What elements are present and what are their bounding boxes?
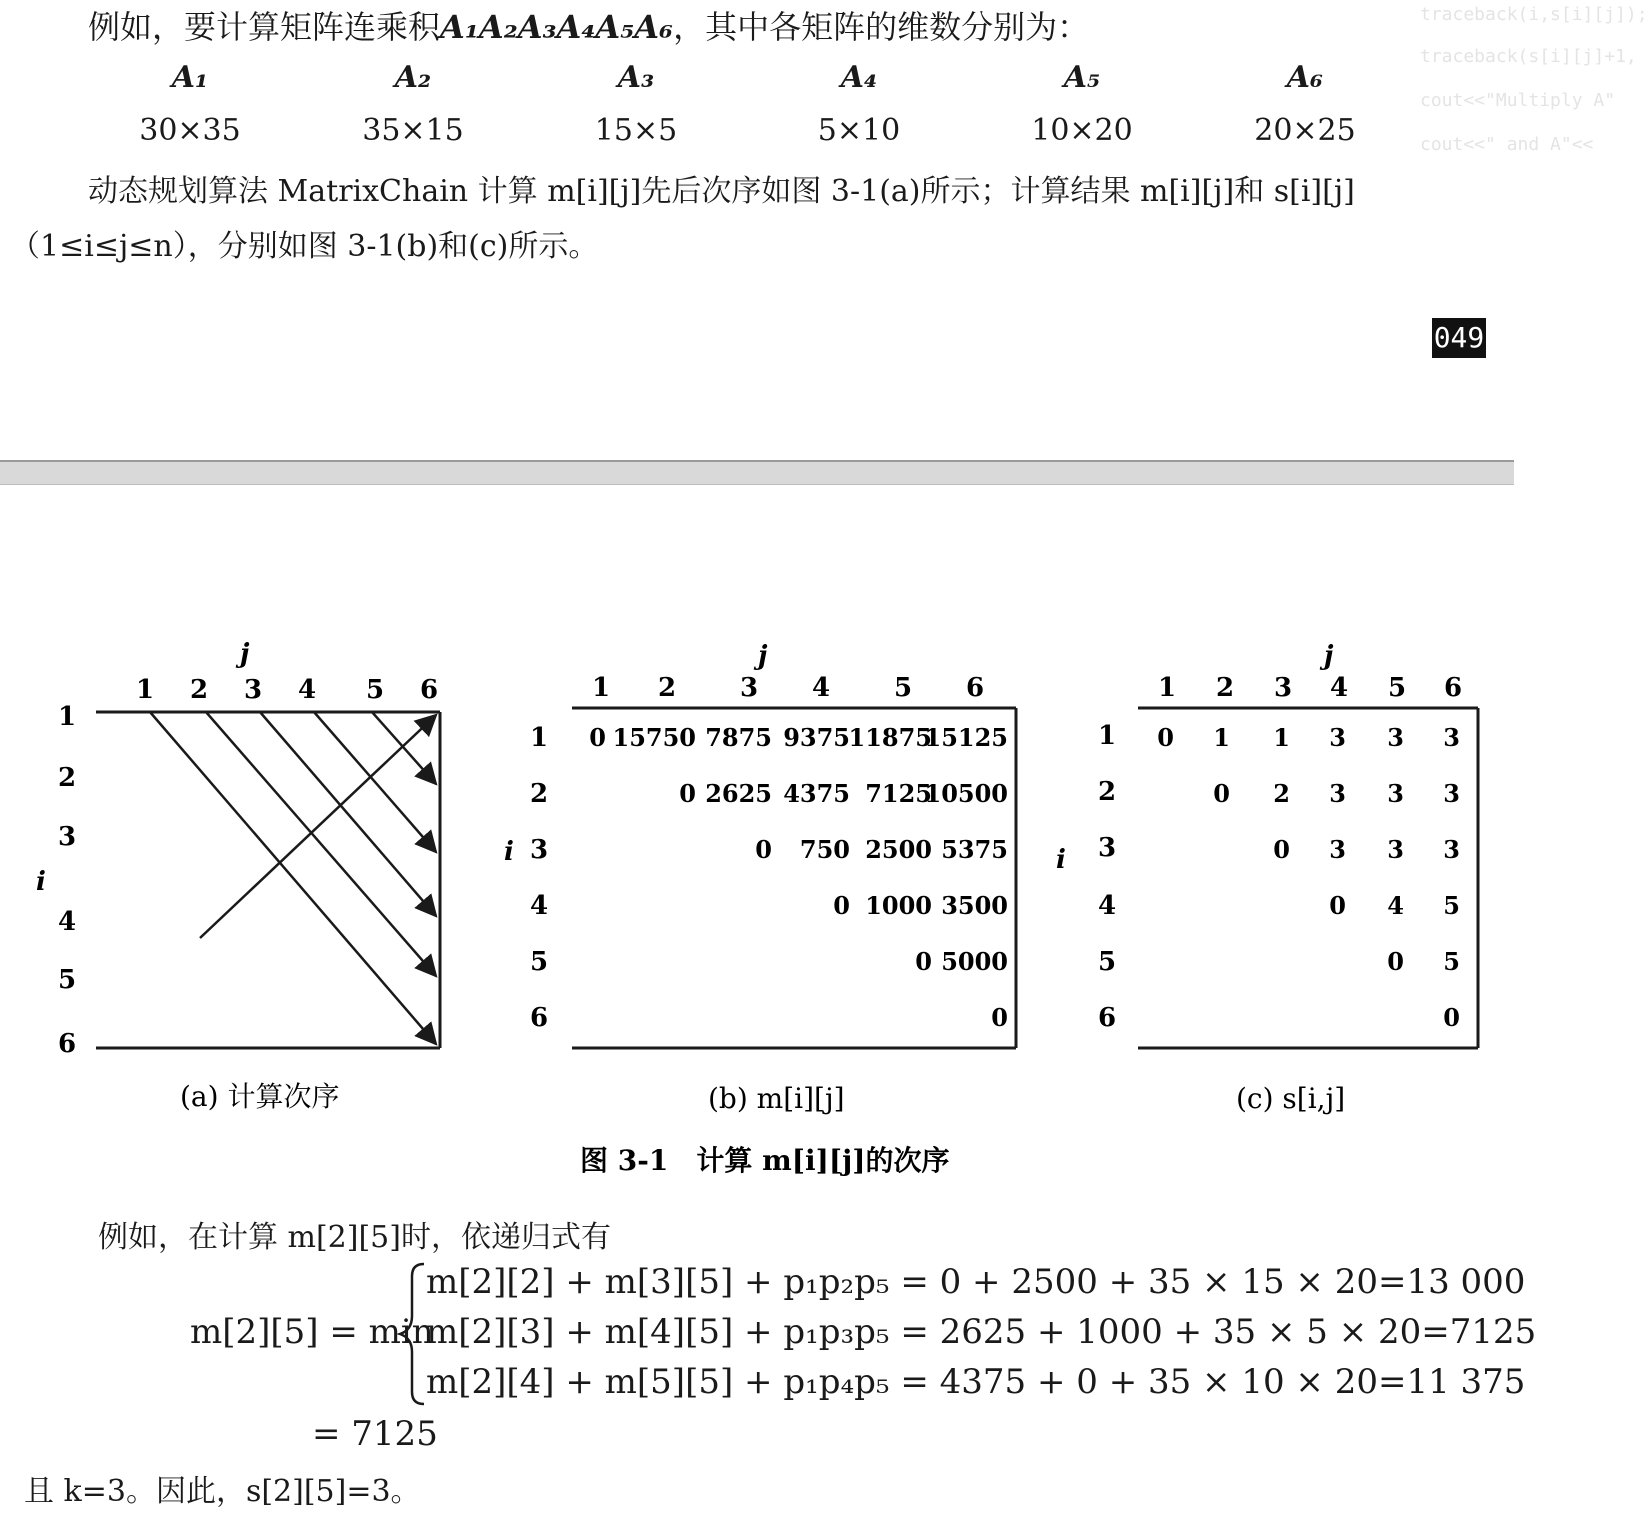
col-index: 4 <box>1330 673 1349 703</box>
matrix-product: A₁A₂A₃A₄A₅A₆ <box>440 8 674 46</box>
col-index: 2 <box>658 673 677 703</box>
order-arrow <box>206 712 436 976</box>
col-index: 3 <box>1274 673 1293 703</box>
col-index: 5 <box>894 673 913 703</box>
i-axis-label: i <box>504 837 514 867</box>
order-arrow <box>260 712 436 916</box>
matrix-name: A₅ <box>1063 60 1101 95</box>
s-table-cell: 1 <box>1273 723 1290 752</box>
s-table-cell: 3 <box>1443 835 1460 864</box>
matrix-name: A₆ <box>1286 60 1324 95</box>
m-table-cell: 0 <box>589 723 606 752</box>
row-index: 5 <box>530 947 549 977</box>
row-index: 4 <box>58 907 77 937</box>
m-table-cell: 0 <box>679 779 696 808</box>
row-index: 4 <box>1098 891 1117 921</box>
m-table-cell: 15125 <box>924 723 1008 752</box>
figure-caption: 图 3-1 计算 m[i][j]的次序 <box>580 1144 950 1177</box>
row-index: 3 <box>1098 833 1117 863</box>
intro-line: 例如，要计算矩阵连乘积A₁A₂A₃A₄A₅A₆，其中各矩阵的维数分别为： <box>88 8 1090 46</box>
row-index: 2 <box>58 763 77 793</box>
s-table-cell: 4 <box>1387 891 1404 920</box>
col-index: 3 <box>244 675 263 705</box>
s-table-cell: 3 <box>1387 779 1404 808</box>
conclusion-line: 且 k=3。因此，s[2][5]=3。 <box>24 1474 421 1509</box>
m-table-cell: 0 <box>833 891 850 920</box>
row-index: 5 <box>58 965 77 995</box>
caption-b: (b) m[i][j] <box>708 1082 845 1115</box>
s-table-cell: 0 <box>1213 779 1230 808</box>
col-index: 4 <box>812 673 831 703</box>
i-axis-label: i <box>36 867 46 897</box>
col-index: 1 <box>592 673 611 703</box>
s-table-cell: 3 <box>1443 723 1460 752</box>
m-table-cell: 750 <box>799 835 850 864</box>
m-table-cell: 2625 <box>705 779 772 808</box>
col-index: 1 <box>136 675 155 705</box>
row-index: 1 <box>58 702 77 732</box>
paragraph-line-2: （1≤i≤j≤n），分别如图 3-1(b)和(c)所示。 <box>10 229 599 264</box>
row-index: 2 <box>1098 777 1117 807</box>
recurrence-result: = 7125 <box>312 1414 438 1454</box>
m-table-cell: 0 <box>755 835 772 864</box>
matrix-dim: 30×35 <box>139 113 241 148</box>
row-index: 3 <box>58 822 77 852</box>
caption-c: (c) s[i,j] <box>1236 1082 1346 1115</box>
s-table-cell: 3 <box>1329 779 1346 808</box>
s-table-cell: 2 <box>1273 779 1290 808</box>
row-index: 2 <box>530 779 549 809</box>
row-index: 6 <box>58 1029 77 1059</box>
m-table-cell: 2500 <box>865 835 932 864</box>
col-index: 4 <box>298 675 317 705</box>
col-index: 6 <box>966 673 985 703</box>
m-table-cell: 7125 <box>865 779 932 808</box>
m-table-cell: 10500 <box>924 779 1008 808</box>
s-table-cell: 3 <box>1387 723 1404 752</box>
matrix-dim: 35×15 <box>362 113 464 148</box>
matrix-dim: 5×10 <box>817 113 901 148</box>
s-table-cell: 0 <box>1387 947 1404 976</box>
s-table-cells <box>1157 723 1460 1032</box>
row-index: 4 <box>530 891 549 921</box>
m-table-cell: 11875 <box>848 723 932 752</box>
m-table <box>504 641 1016 1115</box>
j-axis-label: j <box>1324 641 1334 671</box>
col-index: 2 <box>1216 673 1235 703</box>
m-table-cell: 7875 <box>705 723 772 752</box>
col-index: 6 <box>420 675 439 705</box>
m-table-cell: 15750 <box>612 723 696 752</box>
matrix-dim: 20×25 <box>1254 113 1356 148</box>
col-index: 5 <box>366 675 385 705</box>
col-index: 6 <box>1444 673 1463 703</box>
m-table-cell: 4375 <box>783 779 850 808</box>
matrix-name: A₃ <box>617 60 655 95</box>
col-index: 2 <box>190 675 209 705</box>
example-line: 例如，在计算 m[2][5]时，依递归式有 <box>98 1220 611 1255</box>
m-table-cell: 1000 <box>865 891 932 920</box>
s-table-cell: 3 <box>1329 723 1346 752</box>
m-table-cell: 5375 <box>941 835 1008 864</box>
recurrence-lhs: m[2][5] = min <box>190 1312 434 1352</box>
row-index: 5 <box>1098 947 1117 977</box>
row-index: 1 <box>530 723 549 753</box>
s-table-cell: 5 <box>1443 947 1460 976</box>
m-table-cell: 0 <box>915 947 932 976</box>
recurrence-case: m[2][4] + m[5][5] + p₁p₄p₅ = 4375 + 0 + 35 × 10 × 20=11 375 <box>426 1362 1526 1402</box>
row-index: 1 <box>1098 721 1117 751</box>
m-table-cells <box>589 723 1008 1032</box>
s-table-cell: 0 <box>1273 835 1290 864</box>
j-axis-label: j <box>758 641 768 671</box>
col-index: 5 <box>1388 673 1407 703</box>
s-table-cell: 3 <box>1443 779 1460 808</box>
s-table-cell: 3 <box>1329 835 1346 864</box>
caption-a: (a) 计算次序 <box>180 1080 340 1113</box>
recurrence-case: m[2][3] + m[4][5] + p₁p₃p₅ = 2625 + 1000 + 35 × 5 × 20=7125 <box>426 1312 1537 1352</box>
m-table-cell: 0 <box>991 1003 1008 1032</box>
order-diagram <box>36 639 440 1113</box>
row-index: 3 <box>530 835 549 865</box>
row-index: 6 <box>1098 1003 1117 1033</box>
s-table-cell: 3 <box>1387 835 1404 864</box>
j-axis-label: j <box>240 639 250 669</box>
recurrence-case: m[2][2] + m[3][5] + p₁p₂p₅ = 0 + 2500 + 35 × 15 × 20=13 000 <box>426 1262 1526 1302</box>
s-table-cell: 0 <box>1157 723 1174 752</box>
matrix-dim: 15×5 <box>594 113 678 148</box>
m-table-cell: 5000 <box>941 947 1008 976</box>
col-index: 1 <box>1158 673 1177 703</box>
s-table-cell: 5 <box>1443 891 1460 920</box>
s-table-cell: 0 <box>1329 891 1346 920</box>
s-table <box>1056 641 1478 1115</box>
matrix-dim: 10×20 <box>1031 113 1133 148</box>
s-table-cell: 0 <box>1443 1003 1460 1032</box>
s-table-cell: 1 <box>1213 723 1230 752</box>
paragraph-line-1: 动态规划算法 MatrixChain 计算 m[i][j]先后次序如图 3-1(a)所示；计算结果 m[i][j]和 s[i][j] <box>88 174 1355 209</box>
page-number: 049 <box>1432 318 1486 358</box>
m-table-cell: 9375 <box>783 723 850 752</box>
order-arrow <box>150 712 436 1044</box>
col-index: 3 <box>740 673 759 703</box>
m-table-cell: 3500 <box>941 891 1008 920</box>
order-arrow <box>200 715 436 938</box>
matrix-name: A₄ <box>840 60 878 95</box>
i-axis-label: i <box>1056 845 1066 875</box>
matrix-name: A₂ <box>394 60 432 95</box>
matrix-name: A₁ <box>171 60 209 95</box>
row-index: 6 <box>530 1003 549 1033</box>
